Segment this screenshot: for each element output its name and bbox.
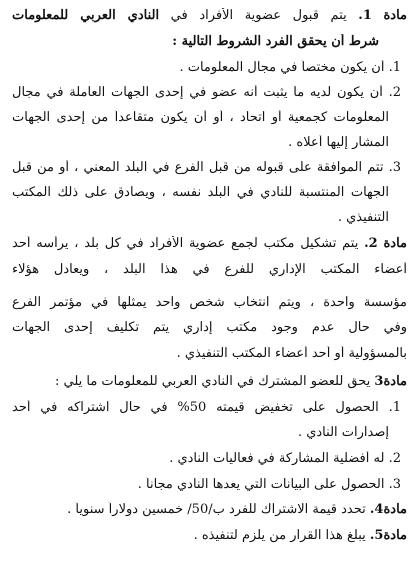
- article-3-line-1: [12, 374, 407, 390]
- condition-1: 1. أن يكون مختصاً في مجال المعلومات .: [179, 60, 401, 75]
- condition-2-line-3: المشار إليها أعلاه .: [288, 135, 389, 150]
- article-2-line-1: [12, 236, 407, 252]
- article-label: مادة: [383, 502, 407, 517]
- right-3: 3. الحصول على البيانات التي يعدها النادي مجاناً .: [137, 477, 401, 492]
- article-1-line-1: [12, 8, 407, 24]
- article-2-line-5: بالمسؤولية أو أحد أعضاء المكتب التنفيذي .: [176, 346, 407, 361]
- condition-2-line-1: 2. أن يكون لديه ما يثبت أنه عضو في إحدى الجهات العاملة في مجال: [12, 85, 401, 100]
- right-2: 2. له أفضلية المشاركة في فعاليات النادي .: [169, 451, 401, 466]
- article-number: 4.: [369, 502, 384, 517]
- article-text: تحدد قيمة الاشتراك للفرد ب/50/ خمسين دولاراً سنوياً .: [67, 502, 370, 517]
- article-number: 3: [374, 374, 384, 389]
- article-number: 2.: [364, 236, 378, 251]
- article-2-line-2: أعضاء المكتب الإداري للفرع في هذا البلد ، ويعادل هؤلاء: [12, 262, 407, 277]
- article-text: يحق للعضو المشترك في النادي العربي للمعلومات ما يلي :: [54, 374, 371, 389]
- article-5: [12, 528, 407, 544]
- article-label: مادة: [383, 528, 407, 543]
- article-2-line-3: مؤسسة واحدة ، ويتم انتخاب شخص واحد يمثلها في مؤتمر الفرع: [12, 295, 407, 310]
- article-label: مادة: [383, 8, 407, 23]
- article-4: [12, 502, 407, 518]
- article-text: يتم قبول عضوية الأفراد في: [159, 8, 359, 23]
- condition-3-line-3: التنفيذي .: [337, 210, 389, 225]
- conditions-heading: شرط أن يحقق الفرد الشروط التالية :: [172, 34, 379, 49]
- article-number: 1.: [358, 8, 372, 23]
- right-1-line-1: 1. الحصول على تخفيض قيمته 50% في حال اشتراكه في أحد: [12, 400, 401, 415]
- article-text: يبلغ هذا القرار من يلزم لتنفيذه .: [193, 528, 370, 543]
- condition-3-line-2: الجهات المنتسبة للنادي في البلد نفسه ، ويصادق على ذلك المكتب: [12, 185, 389, 200]
- article-label: مادة: [383, 374, 407, 389]
- condition-3-line-1: 3. تتم الموافقة على قبوله من قبل الفرع في البلد المعني ، أو من قبل: [12, 160, 401, 175]
- club-name: النادي العربي للمعلومات: [12, 8, 160, 23]
- article-label: مادة: [383, 236, 407, 251]
- article-text: يتم تشكيل مكتب لجمع عضوية الأفراد في كل بلد ، يرأسه أحد: [12, 236, 365, 251]
- condition-2-line-2: المعلومات كجمعية أو اتحاد ، أو أن يكون متقاعداً من إحدى الجهات: [12, 110, 389, 125]
- right-1-line-2: إصدارات النادي .: [297, 425, 389, 440]
- article-2-line-4: وفي حال عدم وجود مكتب إداري يتم تكليف إحدى الجهات: [12, 320, 407, 335]
- article-number: 5.: [369, 528, 384, 543]
